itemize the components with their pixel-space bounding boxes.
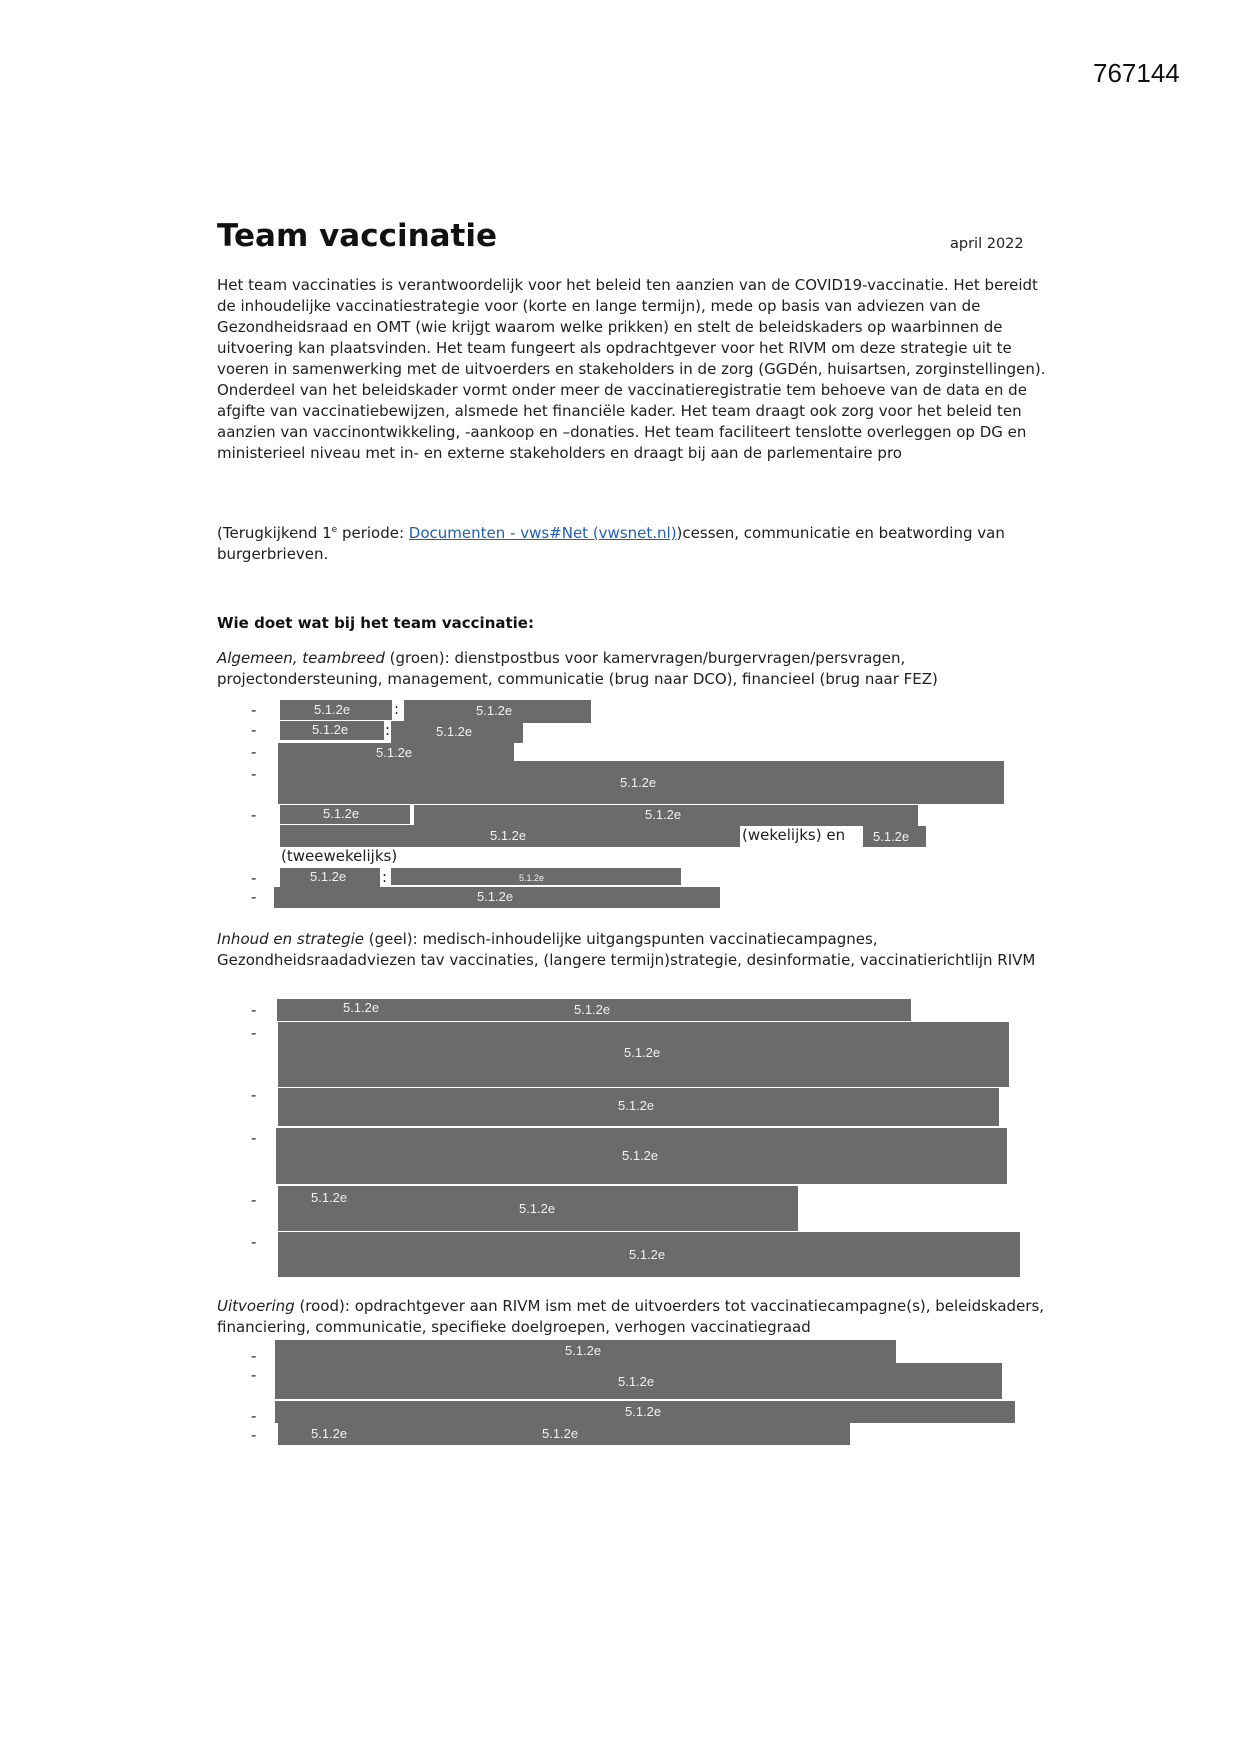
list-bullet: - bbox=[251, 1407, 257, 1425]
list-bullet: - bbox=[251, 1086, 257, 1104]
list-bullet: - bbox=[251, 869, 257, 887]
section-heading: Wie doet wat bij het team vaccinatie: bbox=[217, 614, 534, 632]
list-bullet: - bbox=[251, 765, 257, 783]
redaction-code: 5.1.2e bbox=[618, 1374, 655, 1389]
list-bullet: - bbox=[251, 701, 257, 719]
wekelijks-text: (wekelijks) en bbox=[742, 826, 846, 844]
list-bullet: - bbox=[251, 1001, 257, 1019]
redaction-box bbox=[414, 805, 918, 826]
redaction-box bbox=[275, 1363, 1002, 1399]
section-uitvoering: Uitvoering (rood): opdrachtgever aan RIVM ism met de uitvoerders tot vaccinatiecampagne(s), beleidskaders, financiering, communicatie, specifieke doelgroepen, verhogen vaccinatiegraad bbox=[217, 1297, 1045, 1336]
redaction-box bbox=[277, 999, 911, 1021]
redaction-code: 5.1.2e bbox=[542, 1426, 579, 1441]
redaction-box bbox=[278, 743, 514, 763]
list-bullet: - bbox=[251, 1191, 257, 1209]
list-bullet: - bbox=[251, 743, 257, 761]
redaction-code: 5.1.2e bbox=[629, 1247, 666, 1262]
redaction-code: 5.1.2e bbox=[622, 1148, 659, 1163]
redaction-box bbox=[280, 868, 380, 887]
redaction-box bbox=[274, 887, 720, 908]
redaction-code: 5.1.2e bbox=[311, 1426, 348, 1441]
redaction-code: 5.1.2e bbox=[312, 722, 349, 737]
redaction-box bbox=[391, 721, 523, 743]
list-bullet: - bbox=[251, 721, 257, 739]
list-bullet: - bbox=[251, 1366, 257, 1384]
redaction-box bbox=[278, 1088, 999, 1126]
redaction-box bbox=[275, 1401, 1015, 1423]
colon: : bbox=[382, 868, 388, 886]
list-bullet: - bbox=[251, 1347, 257, 1365]
redaction-box bbox=[863, 826, 926, 847]
colon: : bbox=[385, 721, 391, 739]
redaction-box bbox=[280, 721, 384, 740]
redaction-code: 5.1.2e bbox=[620, 775, 657, 790]
redaction-box bbox=[276, 1128, 1007, 1184]
redaction-box bbox=[280, 700, 392, 720]
redaction-code: 5.1.2e bbox=[624, 1045, 661, 1060]
redaction-code: 5.1.2e bbox=[311, 1190, 348, 1205]
redaction-code: 5.1.2e bbox=[343, 1000, 380, 1015]
redaction-code: 5.1.2e bbox=[436, 724, 473, 739]
redaction-box bbox=[391, 868, 681, 885]
redaction-code: 5.1.2e bbox=[565, 1343, 602, 1358]
redaction-code: 5.1.2e bbox=[477, 889, 514, 904]
redaction-box bbox=[278, 1423, 850, 1445]
redaction-box bbox=[278, 1186, 798, 1231]
redaction-box bbox=[404, 700, 591, 723]
page-title: Team vaccinatie bbox=[217, 218, 498, 254]
terugkijkend-paragraph: (Terugkijkend 1e periode: Documenten - vws#Net (vwsnet.nl))cessen, communicatie en beatwording van burgerbrieven. bbox=[217, 524, 1005, 563]
redaction-code: 5.1.2e bbox=[519, 1201, 556, 1216]
documenten-link[interactable]: Documenten - vws#Net (vwsnet.nl) bbox=[408, 524, 677, 542]
colon: : bbox=[394, 700, 400, 718]
list-bullet: - bbox=[251, 888, 257, 906]
redaction-code: 5.1.2e bbox=[310, 869, 347, 884]
redaction-code: 5.1.2e bbox=[645, 807, 682, 822]
redaction-code: 5.1.2e bbox=[618, 1098, 655, 1113]
list-bullet: - bbox=[251, 1233, 257, 1251]
tweewekelijks-text: (tweewekelijks) bbox=[281, 847, 398, 865]
section-inhoud: Inhoud en strategie (geel): medisch-inhoudelijke uitgangspunten vaccinatiecampagnes, Gezondheidsraadadviezen tav vaccinaties, (langere termijn)strategie, desinformatie, vaccinatierichtlijn RIVM bbox=[217, 930, 1036, 969]
redaction-code: 5.1.2e bbox=[625, 1404, 662, 1419]
redaction-box bbox=[278, 1022, 1009, 1087]
redaction-code: 5.1.2e bbox=[376, 745, 413, 760]
list-bullet: - bbox=[251, 1426, 257, 1444]
redaction-code: 5.1.2e bbox=[490, 828, 527, 843]
intro-paragraph: Het team vaccinaties is verantwoordelijk voor het beleid ten aanzien van de COVID19-vaccinatie. Het bereidt de inhoudelijke vaccinatiestrategie voor (korte en lange termijn), mede op basis van adviezen van de Gezondheidsraad en OMT (wie krijgt waarom welke prikken) en stelt de beleidskaders op waarbinnen de uitvoering kan plaatsvinden. Het team fungeert als opdrachtgever voor het RIVM om deze strategie uit te voeren in samenwerking met de uitvoerders en stakeholders in de zorg (GGDén, huisartsen, zorginstellingen). Onderdeel van het beleidskader vormt onder meer de vaccinatieregistratie tem behoeve van de data en de afgifte van vaccinatiebewijzen, alsmede het financiële kader. Het team draagt ook zorg voor het beleid ten aanzien van vaccinontwikkeling, -aankoop en –donaties. Het team faciliteert tenslotte overleggen op DG en ministerieel niveau met in- en externe stakeholders en draagt bij aan de parlementaire pro bbox=[217, 276, 1046, 462]
document-date: april 2022 bbox=[950, 236, 1024, 252]
redaction-code: 5.1.2e bbox=[323, 806, 360, 821]
redaction-box bbox=[278, 1232, 1020, 1277]
document-number: 767144 bbox=[1093, 58, 1180, 88]
list-bullet: - bbox=[251, 806, 257, 824]
list-bullet: - bbox=[251, 1129, 257, 1147]
redaction-code: 5.1.2e bbox=[519, 873, 545, 883]
list-bullet: - bbox=[251, 1024, 257, 1042]
redaction-code: 5.1.2e bbox=[476, 703, 513, 718]
redaction-code: 5.1.2e bbox=[873, 829, 910, 844]
redaction-code: 5.1.2e bbox=[574, 1002, 611, 1017]
section-algemeen: Algemeen, teambreed (groen): dienstpostbus voor kamervragen/burgervragen/persvragen, projectondersteuning, management, communicatie (brug naar DCO), financieel (brug naar FEZ) bbox=[217, 649, 938, 688]
redaction-box bbox=[280, 805, 410, 824]
redaction-code: 5.1.2e bbox=[314, 702, 351, 717]
redaction-box bbox=[278, 761, 1004, 804]
redaction-box bbox=[280, 825, 740, 847]
redaction-box bbox=[275, 1340, 896, 1363]
